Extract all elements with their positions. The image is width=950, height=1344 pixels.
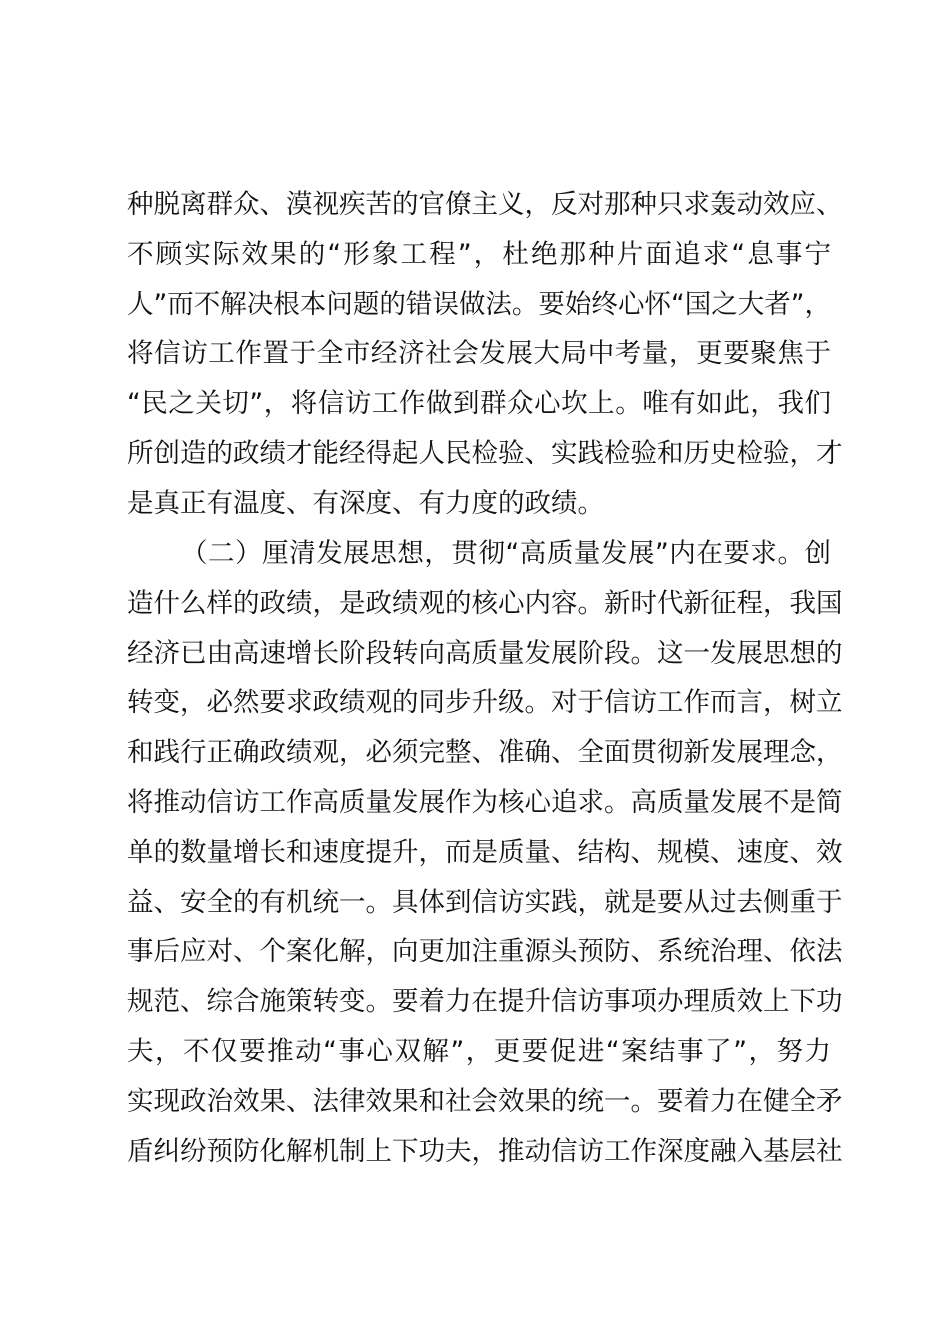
text-line: 盾纠纷预防化解机制上下功夫，推动信访工作深度融入基层社 <box>127 1135 843 1167</box>
text-line: 事后应对、个案化解，向更加注重源头预防、系统治理、依法 <box>127 936 843 968</box>
text-line: 是真正有温度、有深度、有力度的政绩。 <box>127 487 604 519</box>
text-line: “民之关切”，将信访工作做到群众心坎上。唯有如此，我们 <box>127 388 831 420</box>
text-line: 规范、综合施策转变。要着力在提升信访事项办理质效上下功 <box>127 986 843 1018</box>
text-line: 人”而不解决根本问题的错误做法。要始终心怀“国之大者”， <box>127 288 831 320</box>
paragraph-1 <box>127 180 843 529</box>
text-line: 益、安全的有机统一。具体到信访实践，就是要从过去侧重于 <box>127 886 843 918</box>
paragraph-2 <box>127 529 843 1176</box>
text-line: 所创造的政绩才能经得起人民检验、实践检验和历史检验，才 <box>127 437 843 469</box>
text-line: 不顾实际效果的“形象工程”，杜绝那种片面追求“息事宁 <box>127 238 831 270</box>
text-line: 和践行正确政绩观，必须完整、准确、全面贯彻新发展理念， <box>127 737 843 769</box>
text-line: 实现政治效果、法律效果和社会效果的统一。要着力在健全矛 <box>127 1085 843 1117</box>
text-line: 单的数量增长和速度提升，而是质量、结构、规模、速度、效 <box>127 836 843 868</box>
text-line: 转变，必然要求政绩观的同步升级。对于信访工作而言，树立 <box>127 687 843 719</box>
text-line: 将信访工作置于全市经济社会发展大局中考量，更要聚焦于 <box>127 338 831 370</box>
text-line: 将推动信访工作高质量发展作为核心追求。高质量发展不是简 <box>127 786 843 818</box>
text-line: 造什么样的政绩，是政绩观的核心内容。新时代新征程，我国 <box>127 587 843 619</box>
text-line: 经济已由高速增长阶段转向高质量发展阶段。这一发展思想的 <box>127 637 843 669</box>
text-line: 夫，不仅要推动“事心双解”，更要促进“案结事了”，努力 <box>127 1035 831 1067</box>
text-line: 种脱离群众、漠视疾苦的官僚主义，反对那种只求轰动效应、 <box>127 189 843 220</box>
section-heading-line: （二）厘清发展思想，贯彻“高质量发展”内在要求。创 <box>181 538 831 569</box>
